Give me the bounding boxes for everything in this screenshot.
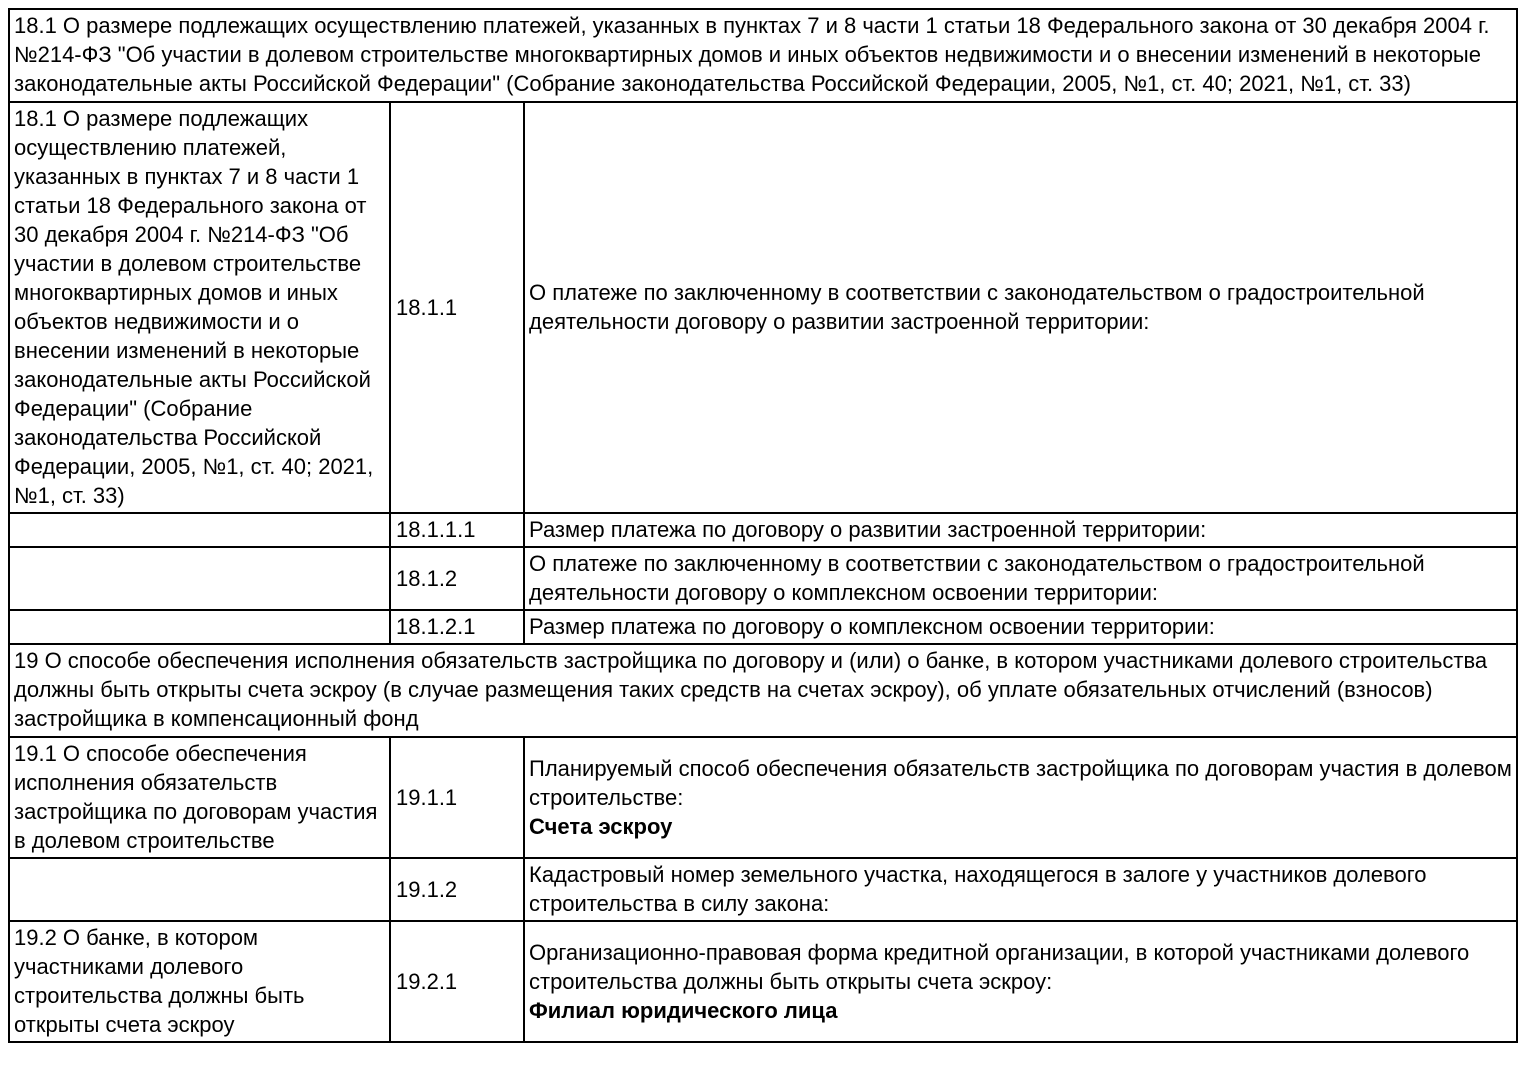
section-18-1-header-row bbox=[9, 9, 1517, 102]
item-number-cell: 19.2.1 bbox=[390, 921, 524, 1042]
item-content-cell bbox=[524, 547, 1517, 610]
item-answer: Счета эскроу bbox=[529, 813, 673, 839]
section-18-1-header-text: 18.1 О размере подлежащих осуществлению платежей, указанных в пунктах 7 и 8 части 1 статьи 18 Федерального закона от 30 декабря 2004 г. №214-ФЗ "Об участии в долевом строительстве многоквартирных домов и иных объектов недвижимости и о внесении изменений в некоторые законодательные акты Российской Федерации" (Собрание законодательства Российской Федерации, 2005, №1, ст. 40; 2021, №1, ст. 33) bbox=[9, 9, 1517, 102]
table-row bbox=[9, 610, 1517, 644]
item-question: О платеже по заключенному в соответствии с законодательством о градостроительной деятельности договору о развитии застроенной территории: bbox=[529, 280, 1425, 334]
item-question: Размер платежа по договору о развитии застроенной территории: bbox=[529, 517, 1207, 542]
table-row bbox=[9, 547, 1517, 610]
section-19-header-text: 19 О способе обеспечения исполнения обязательств застройщика по договору и (или) о банке, в котором участниками долевого строительства должны быть открыты счета эскроу (в случае размещения таких средств на счетах эскроу), об уплате обязательных отчислений (взносов) застройщика в компенсационный фонд bbox=[9, 644, 1517, 737]
table-row bbox=[9, 858, 1517, 921]
item-question: Планируемый способ обеспечения обязательств застройщика по договорам участия в долевом строительстве: bbox=[529, 755, 1512, 810]
item-content-cell bbox=[524, 737, 1517, 858]
group-label-cell: 19.2 О банке, в котором участниками долевого строительства должны быть открыты счета эскроу bbox=[9, 921, 390, 1042]
item-number-cell: 18.1.1.1 bbox=[390, 513, 524, 547]
table-row bbox=[9, 102, 1517, 513]
item-content-cell bbox=[524, 513, 1517, 547]
table-row bbox=[9, 921, 1517, 1042]
project-declaration-table bbox=[8, 8, 1518, 1043]
item-content-cell bbox=[524, 610, 1517, 644]
item-number-cell: 19.1.2 bbox=[390, 858, 524, 921]
group-label-cell bbox=[9, 547, 390, 610]
group-label-cell: 18.1 О размере подлежащих осуществлению платежей, указанных в пунктах 7 и 8 части 1 статьи 18 Федерального закона от 30 декабря 2004 г. №214-ФЗ "Об участии в долевом строительстве многоквартирных домов и иных объектов недвижимости и о внесении изменений в некоторые законодательные акты Российской Федерации" (Собрание законодательства Российской Федерации, 2005, №1, ст. 40; 2021, №1, ст. 33) bbox=[9, 102, 390, 513]
item-number-cell: 19.1.1 bbox=[390, 737, 524, 858]
item-content-cell bbox=[524, 102, 1517, 513]
item-number-cell: 18.1.1 bbox=[390, 102, 524, 513]
table-row bbox=[9, 737, 1517, 858]
item-answer: Филиал юридического лица bbox=[529, 997, 838, 1023]
item-question: О платеже по заключенному в соответствии с законодательством о градостроительной деятельности договору о комплексном освоении территории: bbox=[529, 551, 1425, 605]
item-content-cell bbox=[524, 921, 1517, 1042]
group-label-cell: 19.1 О способе обеспечения исполнения обязательств застройщика по договорам участия в долевом строительстве bbox=[9, 737, 390, 858]
group-label-cell bbox=[9, 513, 390, 547]
table-row bbox=[9, 513, 1517, 547]
group-label-cell bbox=[9, 858, 390, 921]
section-19-header-row bbox=[9, 644, 1517, 737]
group-label-cell bbox=[9, 610, 390, 644]
item-question: Кадастровый номер земельного участка, находящегося в залоге у участников долевого строительства в силу закона: bbox=[529, 862, 1427, 916]
item-question: Размер платежа по договору о комплексном освоении территории: bbox=[529, 614, 1215, 639]
item-number-cell: 18.1.2.1 bbox=[390, 610, 524, 644]
item-content-cell bbox=[524, 858, 1517, 921]
item-question: Организационно-правовая форма кредитной организации, в которой участниками долевого строительства должны быть открыты счета эскроу: bbox=[529, 939, 1470, 994]
item-number-cell: 18.1.2 bbox=[390, 547, 524, 610]
